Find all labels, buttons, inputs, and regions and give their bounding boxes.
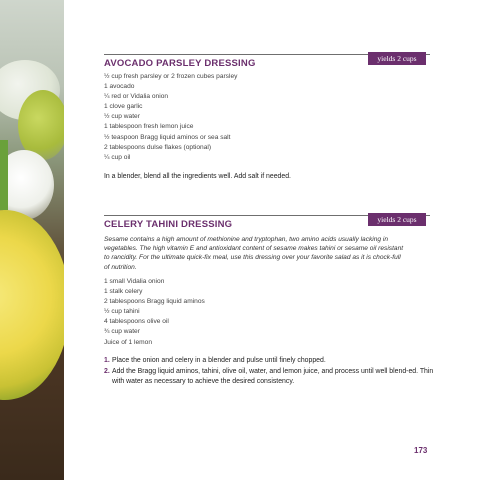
ingredient-item: 1 small Vidalia onion — [104, 278, 165, 285]
step-number: 2. — [104, 367, 110, 375]
ingredient-item: 1 tablespoon fresh lemon juice — [104, 123, 194, 131]
step-number: 1. — [104, 357, 110, 364]
ingredient-item: ½ cup tahini — [104, 308, 140, 316]
step-item — [104, 356, 434, 367]
step-text: Add the Bragg liquid aminos, tahini, olive oil, water, and lemon juice, and process until well blend-ed. Thin with water as necessary to achieve the desired consistency. — [112, 367, 434, 386]
photo-leaf — [0, 140, 8, 210]
step-list — [104, 356, 434, 388]
recipe-instruction: In a blender, blend all the ingredients well. Add salt if needed. — [104, 173, 291, 180]
ingredient-item: 4 tablespoons olive oil — [104, 318, 169, 326]
ingredient-item: ¼ cup oil — [104, 153, 131, 161]
page-number: 173 — [414, 446, 428, 455]
ingredient-list — [104, 72, 237, 163]
ingredient-item: 2 tablespoons Bragg liquid aminos — [104, 298, 205, 306]
ingredient-item: 1 clove garlic — [104, 103, 143, 111]
side-photo-lemons-avocado — [0, 0, 64, 480]
ingredient-item: 2 tablespoons dulse flakes (optional) — [104, 143, 212, 151]
step-text: Place the onion and celery in a blender and pulse until finely chopped. — [112, 357, 326, 364]
ingredient-item: ¾ cup water — [104, 328, 140, 336]
recipe-title: CELERY TAHINI DRESSING — [104, 219, 233, 230]
yield-badge: yields 2 cups — [368, 213, 426, 226]
photo-lemon-half — [0, 210, 64, 400]
ingredient-item: ½ cup fresh parsley or 2 frozen cubes parsley — [104, 73, 238, 80]
ingredient-item: ½ cup water — [104, 113, 140, 121]
ingredient-item: ¼ red or Vidalia onion — [104, 93, 169, 101]
step-item — [104, 367, 434, 388]
ingredient-list — [104, 277, 205, 348]
yield-badge: yields 2 cups — [368, 52, 426, 65]
ingredient-item: ½ teaspoon Bragg liquid aminos or sea salt — [104, 133, 231, 141]
recipe-title: AVOCADO PARSLEY DRESSING — [104, 58, 256, 69]
ingredient-item: 1 stalk celery — [104, 288, 143, 296]
ingredient-item: 1 avocado — [104, 83, 135, 91]
recipe-intro: Sesame contains a high amount of methionine and tryptophan, two amino acids usually lacking in vegetables. The high vitamin E and antioxidant content of sesame makes tahini or sesame oil resistant to rancidity. For the ultimate quick-fix meal, use this dressing over your favorite salad as it is chock-full of nutrition. — [104, 236, 404, 271]
ingredient-item: Juice of 1 lemon — [104, 338, 153, 346]
